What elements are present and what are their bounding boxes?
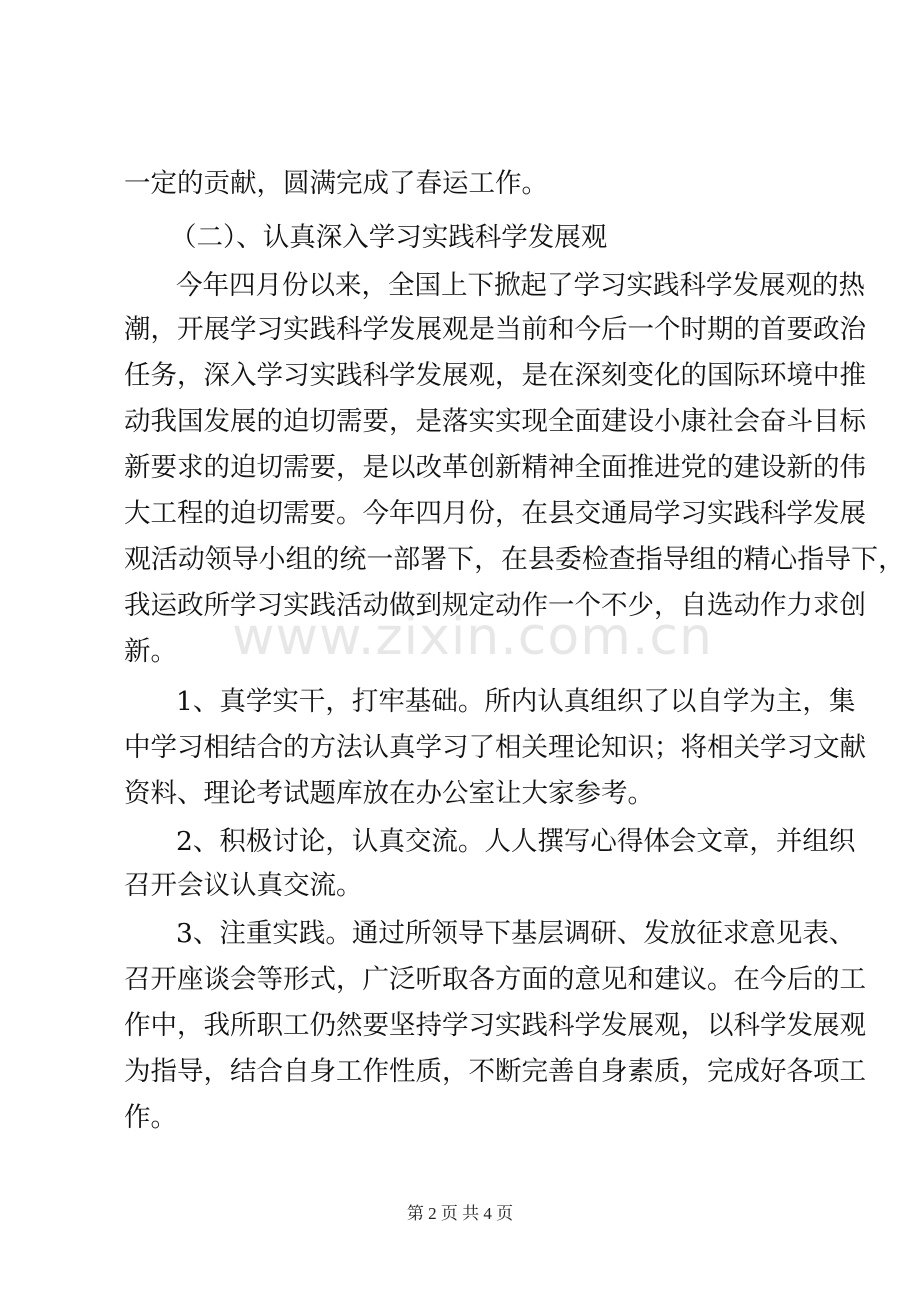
text-line [0, 356, 920, 396]
line-text: 1、真学实干，打牢基础。所内认真组织了以自学为主，集 [176, 686, 856, 717]
line-text: 大工程的迫切需要。今年四月份，在县交通局学习实践科学发展 [124, 498, 866, 529]
line-text: 潮，开展学习实践科学发展观是当前和今后一个时期的首要政治 [124, 314, 866, 345]
text-line [0, 164, 920, 204]
line-text: 动我国发展的迫切需要，是落实实现全面建设小康社会奋斗目标 [124, 406, 866, 437]
line-text: 新。 [124, 636, 177, 667]
line-text: 作中，我所职工仍然要坚持学习实践科学发展观，以科学发展观 [124, 1010, 866, 1041]
text-line [0, 310, 920, 350]
line-text: 我运政所学习实践活动做到规定动作一个不少，自选动作力求创 [124, 590, 866, 621]
line-text: 一定的贡献，圆满完成了春运工作。 [124, 168, 548, 199]
text-line [0, 960, 920, 1000]
heading-text: （二）、认真深入学习实践科学发展观 [170, 222, 608, 253]
line-text: 为指导，结合自身工作性质，不断完善自身素质，完成好各项工 [124, 1056, 866, 1087]
line-text: 召开座谈会等形式，广泛听取各方面的意见和建议。在今后的工 [124, 964, 866, 995]
line-text: 今年四月份以来，全国上下掀起了学习实践科学发展观的热 [176, 270, 865, 301]
text-line [0, 822, 920, 862]
section-heading [0, 218, 920, 258]
line-text: 资料、理论考试题库放在办公室让大家参考。 [124, 778, 654, 809]
line-text: 2、积极讨论，认真交流。人人撰写心得体会文章，并组织 [176, 826, 856, 857]
line-text: 作。 [124, 1102, 177, 1133]
line-text: 召开会议认真交流。 [124, 870, 363, 901]
text-line [0, 682, 920, 722]
line-text: 中学习相结合的方法认真学习了相关理论知识；将相关学习文献 [124, 732, 866, 763]
text-line [0, 1006, 920, 1046]
text-line [0, 774, 920, 814]
page-number-footer: 第 2 页 共 4 页 [406, 1204, 514, 1223]
text-line [0, 266, 920, 306]
line-text: 3、注重实践。通过所领导下基层调研、发放征求意见表、 [176, 918, 856, 949]
text-line [0, 914, 920, 954]
text-line [0, 540, 920, 580]
line-text: 观活动领导小组的统一部署下，在县委检查指导组的精心指导下， [124, 544, 906, 575]
text-line [0, 866, 920, 906]
text-line [0, 494, 920, 534]
text-line [0, 1098, 920, 1138]
text-line [0, 402, 920, 442]
watermark: www.zixin.com.cn [232, 607, 713, 667]
line-text: 任务，深入学习实践科学发展观，是在深刻变化的国际环境中推 [124, 360, 866, 391]
text-line [0, 448, 920, 488]
text-line [0, 728, 920, 768]
text-line [0, 1052, 920, 1092]
line-text: 新要求的迫切需要，是以改革创新精神全面推进党的建设新的伟 [124, 452, 866, 483]
